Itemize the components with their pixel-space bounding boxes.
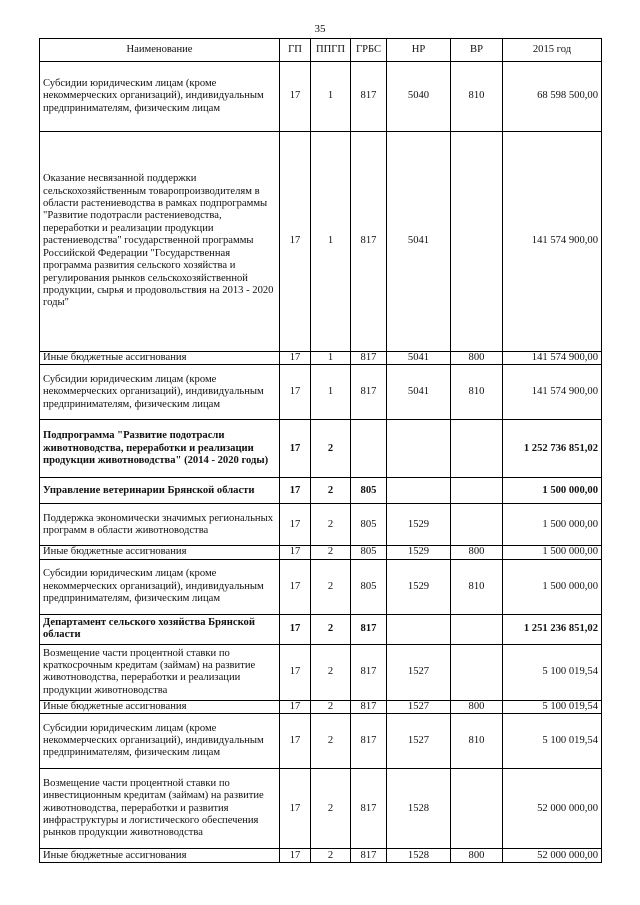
- cell-ppgp: 2: [311, 714, 351, 769]
- cell-name: Иные бюджетные ассигнования: [40, 546, 280, 559]
- cell-amount: 1 500 000,00: [503, 504, 602, 546]
- cell-nr: 1528: [387, 849, 451, 863]
- cell-vr: 800: [451, 849, 503, 863]
- cell-grbs: 805: [351, 559, 387, 614]
- cell-name: Поддержка экономически значимых региональных программ в области животноводства: [40, 504, 280, 546]
- table-row: [40, 420, 602, 478]
- cell-grbs: 805: [351, 478, 387, 504]
- cell-name: Субсидии юридическим лицам (кроме некоммерческих организаций), индивидуальным предпринимателям, физическим лицам: [40, 559, 280, 614]
- cell-ppgp: 2: [311, 849, 351, 863]
- cell-grbs: 805: [351, 546, 387, 559]
- cell-name: Оказание несвязанной поддержки сельскохозяйственным товаропроизводителям в области растениеводства в рамках подпрограммы "Развитие подотрасли растениеводства, переработки и реализации продукции растениеводства" государственной программы Российской Федерации "Государственная программа развития сельского хозяйства и регулирования рынков сельскохозяйственной продукции, сырья и продовольствия на 2013 - 2020 годы": [40, 132, 280, 352]
- cell-vr: [451, 769, 503, 849]
- cell-nr: 1529: [387, 546, 451, 559]
- cell-amount: 1 252 736 851,02: [503, 420, 602, 478]
- cell-gp: 17: [280, 644, 311, 700]
- cell-gp: 17: [280, 769, 311, 849]
- cell-nr: 1527: [387, 714, 451, 769]
- cell-grbs: 817: [351, 614, 387, 644]
- table-row: [40, 769, 602, 849]
- table-row: [40, 478, 602, 504]
- cell-amount: 1 500 000,00: [503, 478, 602, 504]
- cell-gp: 17: [280, 420, 311, 478]
- cell-nr: 1529: [387, 504, 451, 546]
- cell-ppgp: 2: [311, 504, 351, 546]
- cell-ppgp: 2: [311, 478, 351, 504]
- header-amount: 2015 год: [503, 39, 602, 62]
- cell-name: Департамент сельского хозяйства Брянской области: [40, 614, 280, 644]
- table-row: [40, 504, 602, 546]
- cell-amount: 141 574 900,00: [503, 365, 602, 420]
- cell-grbs: 817: [351, 132, 387, 352]
- table-row: [40, 132, 602, 352]
- cell-ppgp: 2: [311, 420, 351, 478]
- cell-vr: [451, 504, 503, 546]
- cell-grbs: 817: [351, 714, 387, 769]
- table-row: [40, 849, 602, 863]
- cell-grbs: 817: [351, 352, 387, 365]
- cell-nr: 5041: [387, 132, 451, 352]
- cell-vr: 800: [451, 700, 503, 713]
- cell-nr: 1527: [387, 700, 451, 713]
- budget-table: [39, 38, 602, 863]
- cell-vr: 810: [451, 559, 503, 614]
- cell-grbs: 817: [351, 62, 387, 132]
- cell-grbs: 817: [351, 365, 387, 420]
- table-row: [40, 365, 602, 420]
- cell-ppgp: 2: [311, 700, 351, 713]
- cell-name: Подпрограмма "Развитие подотрасли животноводства, переработки и реализации продукции животноводства" (2014 - 2020 годы): [40, 420, 280, 478]
- cell-ppgp: 1: [311, 62, 351, 132]
- cell-grbs: 817: [351, 849, 387, 863]
- cell-grbs: [351, 420, 387, 478]
- table-row: [40, 546, 602, 559]
- cell-amount: 141 574 900,00: [503, 352, 602, 365]
- cell-nr: [387, 478, 451, 504]
- cell-gp: 17: [280, 559, 311, 614]
- cell-grbs: 817: [351, 644, 387, 700]
- cell-ppgp: 2: [311, 546, 351, 559]
- cell-gp: 17: [280, 546, 311, 559]
- header-grbs: ГРБС: [351, 39, 387, 62]
- cell-gp: 17: [280, 700, 311, 713]
- cell-gp: 17: [280, 365, 311, 420]
- cell-nr: 1529: [387, 559, 451, 614]
- cell-vr: 810: [451, 365, 503, 420]
- table-row: [40, 62, 602, 132]
- cell-nr: 1528: [387, 769, 451, 849]
- cell-vr: 810: [451, 714, 503, 769]
- table-row: [40, 614, 602, 644]
- cell-name: Иные бюджетные ассигнования: [40, 700, 280, 713]
- cell-vr: 800: [451, 546, 503, 559]
- cell-name: Субсидии юридическим лицам (кроме некоммерческих организаций), индивидуальным предпринимателям, физическим лицам: [40, 62, 280, 132]
- cell-vr: [451, 478, 503, 504]
- cell-gp: 17: [280, 504, 311, 546]
- cell-ppgp: 1: [311, 132, 351, 352]
- cell-grbs: 817: [351, 769, 387, 849]
- cell-grbs: 817: [351, 700, 387, 713]
- table-body: [40, 62, 602, 863]
- page-number: 35: [314, 23, 326, 35]
- cell-nr: 5041: [387, 365, 451, 420]
- cell-nr: [387, 614, 451, 644]
- cell-amount: 5 100 019,54: [503, 714, 602, 769]
- cell-amount: 1 500 000,00: [503, 546, 602, 559]
- cell-vr: [451, 614, 503, 644]
- cell-vr: 810: [451, 62, 503, 132]
- cell-amount: 141 574 900,00: [503, 132, 602, 352]
- cell-vr: [451, 644, 503, 700]
- cell-nr: [387, 420, 451, 478]
- cell-ppgp: 2: [311, 614, 351, 644]
- cell-gp: 17: [280, 62, 311, 132]
- cell-nr: 5040: [387, 62, 451, 132]
- cell-name: Субсидии юридическим лицам (кроме некоммерческих организаций), индивидуальным предпринимателям, физическим лицам: [40, 714, 280, 769]
- table-row: [40, 714, 602, 769]
- cell-vr: 800: [451, 352, 503, 365]
- cell-gp: 17: [280, 478, 311, 504]
- table-row: [40, 644, 602, 700]
- cell-ppgp: 2: [311, 559, 351, 614]
- cell-ppgp: 1: [311, 352, 351, 365]
- cell-gp: 17: [280, 614, 311, 644]
- cell-amount: 1 500 000,00: [503, 559, 602, 614]
- cell-amount: 5 100 019,54: [503, 700, 602, 713]
- cell-nr: 1527: [387, 644, 451, 700]
- cell-nr: 5041: [387, 352, 451, 365]
- cell-name: Возмещение части процентной ставки по инвестиционным кредитам (займам) на развитие животноводства, переработки и развития инфраструктуры и логистического обеспечения рынков продукции животноводства: [40, 769, 280, 849]
- cell-gp: 17: [280, 132, 311, 352]
- cell-name: Возмещение части процентной ставки по краткосрочным кредитам (займам) на развитие животноводства, переработки и реализации продукции животноводства: [40, 644, 280, 700]
- cell-amount: 68 598 500,00: [503, 62, 602, 132]
- cell-ppgp: 2: [311, 769, 351, 849]
- header-name: Наименование: [40, 39, 280, 62]
- cell-gp: 17: [280, 352, 311, 365]
- table-row: [40, 559, 602, 614]
- cell-vr: [451, 132, 503, 352]
- cell-name: Управление ветеринарии Брянской области: [40, 478, 280, 504]
- cell-gp: 17: [280, 849, 311, 863]
- cell-ppgp: 1: [311, 365, 351, 420]
- cell-ppgp: 2: [311, 644, 351, 700]
- cell-name: Иные бюджетные ассигнования: [40, 352, 280, 365]
- cell-amount: 52 000 000,00: [503, 769, 602, 849]
- cell-amount: 1 251 236 851,02: [503, 614, 602, 644]
- table-row: [40, 352, 602, 365]
- cell-name: Иные бюджетные ассигнования: [40, 849, 280, 863]
- cell-grbs: 805: [351, 504, 387, 546]
- cell-vr: [451, 420, 503, 478]
- header-row: [40, 39, 602, 62]
- cell-amount: 52 000 000,00: [503, 849, 602, 863]
- cell-amount: 5 100 019,54: [503, 644, 602, 700]
- table-row: [40, 700, 602, 713]
- cell-name: Субсидии юридическим лицам (кроме некоммерческих организаций), индивидуальным предпринимателям, физическим лицам: [40, 365, 280, 420]
- header-vr: ВР: [451, 39, 503, 62]
- cell-gp: 17: [280, 714, 311, 769]
- header-nr: НР: [387, 39, 451, 62]
- header-gp: ГП: [280, 39, 311, 62]
- header-ppgp: ППГП: [311, 39, 351, 62]
